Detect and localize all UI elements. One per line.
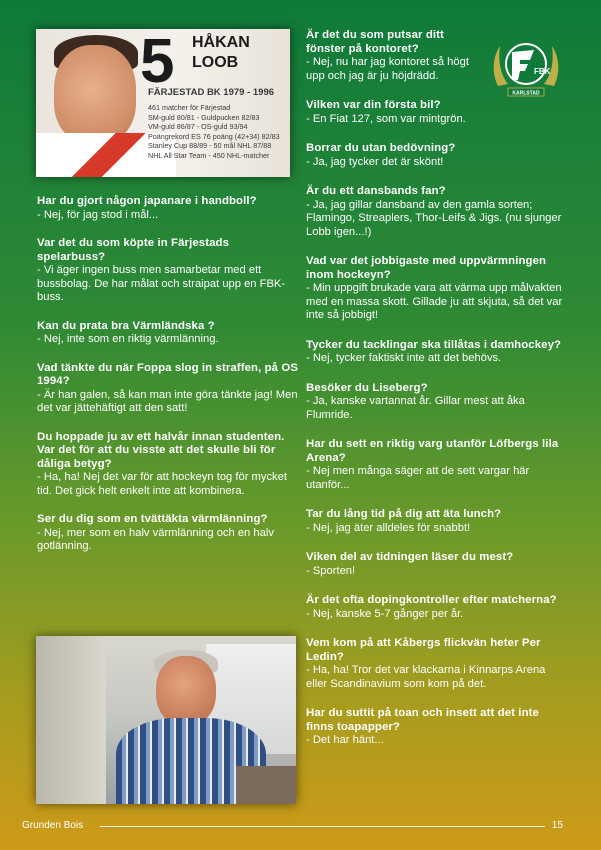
qa-item: [306, 339, 568, 366]
qa-item: [306, 382, 568, 423]
question: Vad var det jobbigaste med uppvärmningen inom hockeyn?: [306, 255, 547, 281]
page-footer: [22, 815, 567, 835]
question: Tar du lång tid på dig att äta lunch?: [306, 508, 502, 520]
card-stat-line: 461 matcher för Färjestad: [148, 103, 231, 112]
left-column: [37, 195, 299, 569]
answer: - Ha, ha! Tror det var klackarna i Kinnarps Arena eller Scandinavium som kom på det.: [306, 664, 546, 690]
bookshelf: [36, 636, 106, 804]
right-column: [306, 29, 568, 764]
card-stat-line: NHL All Star Team - 450 NHL-matcher: [148, 150, 270, 160]
logo-initials: FBK: [534, 67, 551, 76]
page-number: 15: [551, 820, 563, 831]
question: Viken del av tidningen läser du mest?: [306, 551, 514, 563]
card-last-name: LOOB: [192, 54, 239, 71]
card-stats: [148, 103, 280, 160]
answer: - Sporten!: [306, 564, 356, 577]
qa-item: [37, 320, 299, 347]
qa-item: [37, 513, 299, 554]
answer: - Är han galen, så kan man inte göra tänkte jag! Men det var jättehäftigt att den satt!: [37, 388, 298, 414]
question: Är det du som putsar ditt fönster på kontoret?: [306, 29, 444, 55]
answer: - Ja, jag tycker det är skönt!: [306, 155, 444, 168]
qa-item: [306, 637, 568, 691]
question: Har du gjort någon japanare i handboll?: [37, 195, 257, 207]
answer: - Nej men många säger att de sett vargar här utanför...: [306, 465, 530, 491]
question: Vilken var din första bil?: [306, 99, 441, 111]
question: Vem kom på att Kåbergs flickvän heter Per Ledin?: [306, 637, 541, 663]
question: Vad tänkte du när Foppa slog in straffen, på OS 1994?: [37, 361, 299, 387]
publication-name: Grunden Bois: [22, 820, 84, 831]
qa-item: [306, 594, 568, 621]
qa-item: [306, 438, 568, 492]
question: Har du sett en riktig varg utanför Löfbergs lila Arena?: [306, 438, 559, 464]
answer: - Nej, nu har jag kontoret så högt upp och jag är ju höjdrädd.: [306, 56, 469, 82]
question: Kan du prata bra Värmländska ?: [37, 319, 215, 332]
answer: - Nej, inte som en riktig värmlänning.: [37, 333, 219, 345]
footer-rule: [100, 826, 545, 827]
answer: - Nej, jag äter alldeles för snabbt!: [306, 521, 471, 534]
player-face: [54, 45, 136, 143]
answer: - Min uppgift brukade vara att värma upp målvakten med en massa skott. Gillade ju att skjuta, så det var inte så jobbigt!: [306, 282, 563, 321]
qa-item: [37, 431, 299, 499]
answer: - Ja, jag gillar dansband av den gamla sorten; Flamingo, Streaplers, Thor-Leifs & Jigs. (nu sjunger Lobb igen...!): [306, 198, 562, 238]
card-stat-line: VM-guld 86/87 - OS-guld 93/94: [148, 122, 248, 131]
qa-item: [306, 551, 568, 578]
answer: - Nej, tycker faktiskt inte att det behövs.: [306, 352, 502, 364]
question: Var det du som köpte in Färjestads spelarbuss?: [37, 237, 230, 263]
answer: - En Fiat 127, som var mintgrön.: [306, 112, 466, 125]
question: Besöker du Liseberg?: [306, 381, 428, 394]
desk: [236, 766, 296, 804]
answer: - Ja, kanske vartannat år. Gillar mest att åka Flumride.: [306, 395, 525, 421]
answer: - Nej, för jag stod i mål...: [37, 208, 159, 221]
qa-item: [306, 255, 568, 323]
person-head: [156, 656, 216, 726]
card-first-name: HÅKAN: [192, 34, 250, 51]
office-photo: [36, 636, 296, 804]
answer: - Det har hänt...: [306, 734, 384, 746]
card-stat-line: Poängrekord ES 76 poäng (42+34) 82/83: [148, 131, 280, 141]
question: Du hoppade ju av ett halvår innan studenten. Var det för att du visste att det skulle bli för dåliga betyg?: [37, 430, 285, 470]
answer: - Ha, ha! Nej det var för att hockeyn tog för mycket tid. Det gick helt enkelt inte att kombinera.: [37, 471, 287, 497]
answer: - Vi äger ingen buss men samarbetar med ett bussbolag. De har målat och straipat upp en FBK-buss.: [37, 264, 286, 303]
answer: - Nej, kanske 5-7 gånger per år.: [306, 607, 464, 620]
qa-item: [306, 508, 568, 535]
answer: - Nej, mer som en halv värmlänning och en halv gotlänning.: [37, 526, 274, 552]
question: Ser du dig som en tvättäkta värmlänning?: [37, 513, 268, 525]
qa-item: [37, 362, 299, 416]
qa-item: [306, 99, 568, 126]
question: Har du suttit på toan och insett att det inte finns toapapper?: [306, 707, 539, 733]
qa-item: [306, 142, 568, 169]
question: Är det ofta dopingkontroller efter matcherna?: [306, 594, 557, 606]
qa-item: [37, 237, 299, 305]
question: Är du ett dansbands fan?: [306, 185, 446, 197]
qa-item: [306, 185, 568, 239]
question: Tycker du tacklingar ska tillåtas i damhockey?: [306, 338, 562, 351]
qa-item: [306, 29, 482, 83]
qa-item: [37, 195, 299, 222]
logo-text: KARLSTAD: [512, 90, 540, 97]
qa-item: [306, 707, 568, 748]
card-number: 5: [140, 29, 175, 96]
card-stat-line: Stanley Cup 88/89 - 50 mål NHL 87/88: [148, 141, 272, 150]
card-stat-line: SM-guld 80/81 - Guldpucken 82/83: [148, 112, 260, 122]
card-team-line: FÄRJESTAD BK 1979 - 1996: [148, 87, 275, 98]
question: Borrar du utan bedövning?: [306, 142, 456, 154]
hockey-card-photo: [36, 29, 290, 177]
